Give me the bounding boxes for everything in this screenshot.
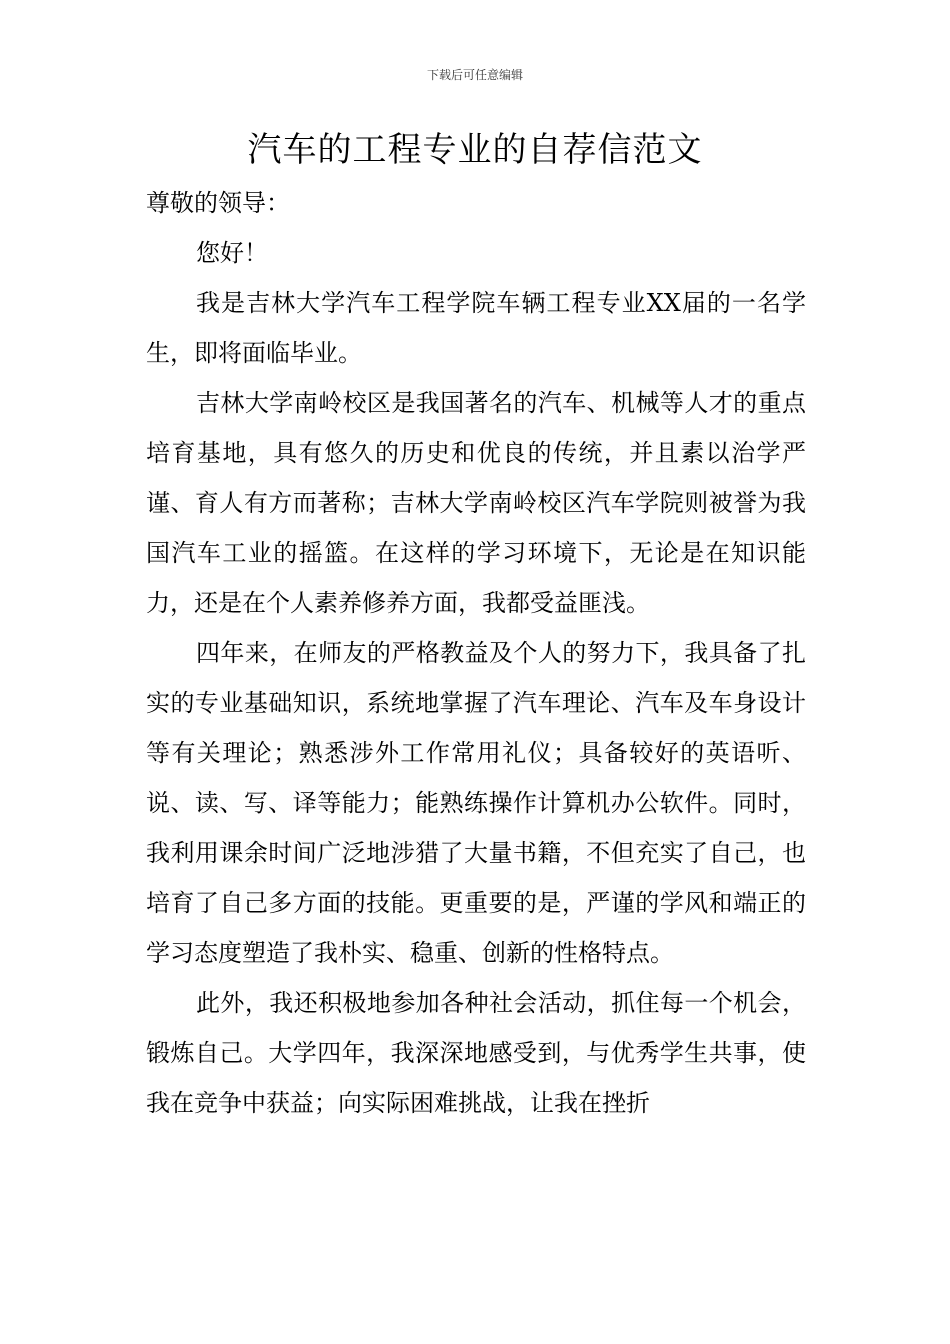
header-note: 下载后可任意编辑 bbox=[426, 68, 523, 82]
paragraph-school: 吉林大学南岭校区是我国著名的汽车、机械等人才的重点培育基地，具有悠久的历史和优良的传统，并且素以治学严谨、育人有方而著称；吉林大学南岭校区汽车学院则被誉为我国汽车工业的摇篮。在这样的学习环境下，无论是在知识能力，还是在个人素养修养方面，我都受益匪浅。 bbox=[146, 389, 806, 617]
paragraph-intro: 我是吉林大学汽车工程学院车辆工程专业XX届的一名学生，即将面临毕业。 bbox=[146, 289, 806, 367]
greeting: 您好！ bbox=[196, 239, 268, 267]
paragraph-activities: 此外，我还积极地参加各种社会活动，抓住每一个机会，锻炼自己。大学四年，我深深地感受到，与优秀学生共事，使我在竞争中获益；向实际困难挑战，让我在挫折 bbox=[146, 989, 806, 1117]
salutation: 尊敬的领导： bbox=[146, 189, 290, 217]
paragraph-skills: 四年来，在师友的严格教益及个人的努力下，我具备了扎实的专业基础知识，系统地掌握了汽车理论、汽车及车身设计等有关理论；熟悉涉外工作常用礼仪；具备较好的英语听、说、读、写、译等能力；能熟练操作计算机办公软件。同时，我利用课余时间广泛地涉猎了大量书籍，不但充实了自己，也培育了自己多方面的技能。更重要的是，严谨的学风和端正的学习态度塑造了我朴实、稳重、创新的性格特点。 bbox=[146, 639, 806, 967]
document-title: 汽车的工程专业的自荐信范文 bbox=[247, 130, 703, 170]
letter-body bbox=[146, 178, 806, 1128]
